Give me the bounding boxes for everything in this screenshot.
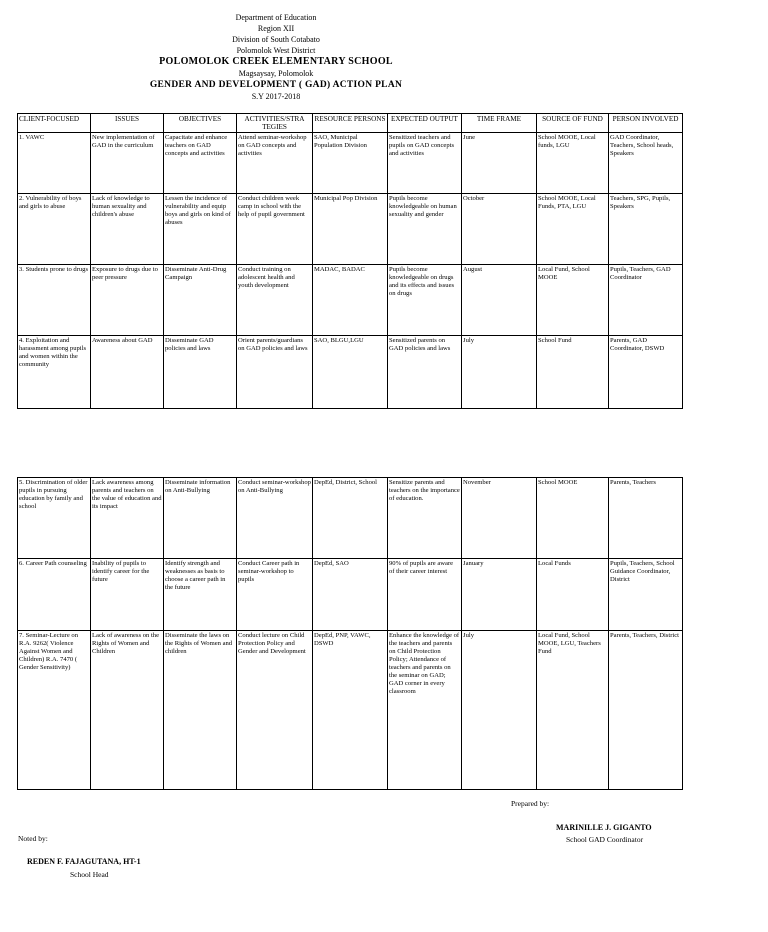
table-cell: DepEd, SAO	[313, 559, 388, 631]
table-cell: Disseminate the laws on the Rights of Women and children	[164, 631, 237, 790]
table-cell: Conduct seminar-workshop on Anti-Bullying	[237, 478, 313, 559]
district-line: Polomolok West District	[236, 46, 316, 55]
column-header: EXPECTED OUTPUT	[388, 114, 462, 133]
table-cell: 6. Career Path counseling	[18, 559, 91, 631]
table-cell: Local Fund, School MOOE, LGU, Teachers Fund	[537, 631, 609, 790]
table-cell: Conduct Career path in seminar-workshop to pupils	[237, 559, 313, 631]
document-header	[0, 12, 552, 102]
table-cell: Conduct lecture on Child Protection Policy and Gender and Development	[237, 631, 313, 790]
column-header: OBJECTIVES	[164, 114, 237, 133]
table-cell: Disseminate GAD policies and laws	[164, 336, 237, 409]
action-plan-table-1	[17, 113, 683, 409]
table-cell: Local Fund, School MOOE	[537, 265, 609, 336]
column-header: ISSUES	[91, 114, 164, 133]
table-cell: Orient parents/guardians on GAD policies and laws	[237, 336, 313, 409]
school-address: Magsaysay, Polomolok	[238, 69, 314, 78]
table-cell: Lack awareness among parents and teachers on the value of education and its impact	[91, 478, 164, 559]
column-header: ACTIVITIES/STRA TEGIES	[237, 114, 313, 133]
table-cell: July	[462, 336, 537, 409]
table-cell: 5. Discrimination of older pupils in pursuing education by family and school	[18, 478, 91, 559]
table-cell: DepEd, PNP, VAWC, DSWD	[313, 631, 388, 790]
table-cell: Lessen the incidence of vulnerability and equip boys and girls on kind of abuses	[164, 194, 237, 265]
table-cell: SAO, Municipal Population Division	[313, 133, 388, 194]
table-row	[18, 336, 683, 409]
table-cell: Parents, Teachers	[609, 478, 683, 559]
table-cell: January	[462, 559, 537, 631]
prepared-by-name: MARINILLE J. GIGANTO	[556, 823, 652, 832]
table-cell: Local Funds	[537, 559, 609, 631]
column-header: SOURCE OF FUND	[537, 114, 609, 133]
noted-by-name: REDEN F. FAJAGUTANA, HT-1	[27, 857, 141, 866]
table-cell: GAD Coordinator, Teachers, School heads, Speakers	[609, 133, 683, 194]
table-cell: Parents, Teachers, District	[609, 631, 683, 790]
noted-by-label: Noted by:	[18, 834, 48, 843]
table-cell: Capacitate and enhance teachers on GAD concepts and activities	[164, 133, 237, 194]
column-header: TIME FRAME	[462, 114, 537, 133]
table-cell: 90% of pupils are aware of their career interest	[388, 559, 462, 631]
table-cell: Parents, GAD Coordinator, DSWD	[609, 336, 683, 409]
table-cell: Attend seminar-workshop on GAD concepts and activities	[237, 133, 313, 194]
column-header: PERSON INVOLVED	[609, 114, 683, 133]
table-cell: October	[462, 194, 537, 265]
action-plan-table-2	[17, 477, 683, 790]
table-cell: 3. Students prone to drugs	[18, 265, 91, 336]
table-row	[18, 559, 683, 631]
table-cell: MADAC, BADAC	[313, 265, 388, 336]
table-cell: August	[462, 265, 537, 336]
table-cell: Inability of pupils to identify career for the future	[91, 559, 164, 631]
table-cell: Sensitized parents on GAD policies and laws	[388, 336, 462, 409]
table-cell: Disseminate Anti-Drug Campaign	[164, 265, 237, 336]
table-cell: Lack of knowledge to human sexuality and children's abuse	[91, 194, 164, 265]
table-cell: Sensitize parents and teachers on the importance of education.	[388, 478, 462, 559]
table-cell: Enhance the knowledge of the teachers and parents on Child Protection Policy; Attendance of teachers and parents on the seminar on GAD; GAD corner in every classroom	[388, 631, 462, 790]
school-year: S.Y 2017-2018	[251, 92, 301, 101]
table-cell: Exposure to drugs due to peer pressure	[91, 265, 164, 336]
prepared-by-label: Prepared by:	[511, 799, 550, 808]
table-cell: Conduct children week camp in school with the help of pupil government	[237, 194, 313, 265]
table-cell: Pupils, Teachers, GAD Coordinator	[609, 265, 683, 336]
table-cell: School MOOE	[537, 478, 609, 559]
table-cell: 7. Seminar-Lecture on R.A. 9262( Violence Against Women and Children) R.A. 7470 ( Gender Sensitivity)	[18, 631, 91, 790]
table-cell: School Fund	[537, 336, 609, 409]
table-cell: Awareness about GAD	[91, 336, 164, 409]
table-cell: 2. Vulnerability of boys and girls to abuse	[18, 194, 91, 265]
table-cell: July	[462, 631, 537, 790]
table-cell: Identify strength and weaknesses as basis to choose a career path in the future	[164, 559, 237, 631]
table-cell: SAO, BLGU,LGU	[313, 336, 388, 409]
school-name: POLOMOLOK CREEK ELEMENTARY SCHOOL	[159, 56, 393, 67]
table-cell: Lack of awareness on the Rights of Women and Children	[91, 631, 164, 790]
table-cell: Teachers, SPG, Pupils, Speakers	[609, 194, 683, 265]
prepared-by-title: School GAD Coordinator	[566, 835, 644, 844]
division-line: Division of South Cotabato	[232, 35, 320, 44]
table-cell: Disseminate information on Anti-Bullying	[164, 478, 237, 559]
table-cell: Sensitized teachers and pupils on GAD concepts and activities	[388, 133, 462, 194]
table-cell: 1. VAWC	[18, 133, 91, 194]
table-row	[18, 478, 683, 559]
plan-title: GENDER AND DEVELOPMENT ( GAD) ACTION PLAN	[149, 80, 403, 90]
table-cell: New implementation of GAD in the curriculum	[91, 133, 164, 194]
table-row	[18, 265, 683, 336]
table-cell: Pupils become knowledgeable on drugs and its effects and issues on drugs	[388, 265, 462, 336]
department-line: Department of Education	[235, 13, 317, 22]
column-header: CLIENT-FOCUSED	[18, 114, 91, 133]
table-cell: Conduct training on adolescent health and youth development	[237, 265, 313, 336]
table-cell: Municipal Pop Division	[313, 194, 388, 265]
table-header-row	[18, 114, 683, 133]
table-cell: Pupils, Teachers, School Guidance Coordinator, District	[609, 559, 683, 631]
noted-by-title: School Head	[70, 870, 109, 879]
table-cell: 4. Exploitation and harassment among pupils and women within the community	[18, 336, 91, 409]
table-cell: November	[462, 478, 537, 559]
table-cell: School MOOE, Local funds, LGU	[537, 133, 609, 194]
table-row	[18, 631, 683, 790]
table-cell: DepEd, District, School	[313, 478, 388, 559]
table-row	[18, 133, 683, 194]
table-cell: Pupils become knowledgeable on human sexuality and gender	[388, 194, 462, 265]
table-cell: School MOOE, Local Funds, PTA, LGU	[537, 194, 609, 265]
table-cell: June	[462, 133, 537, 194]
column-header: RESOURCE PERSONS	[313, 114, 388, 133]
region-line: Region XII	[257, 24, 295, 33]
table-row	[18, 194, 683, 265]
